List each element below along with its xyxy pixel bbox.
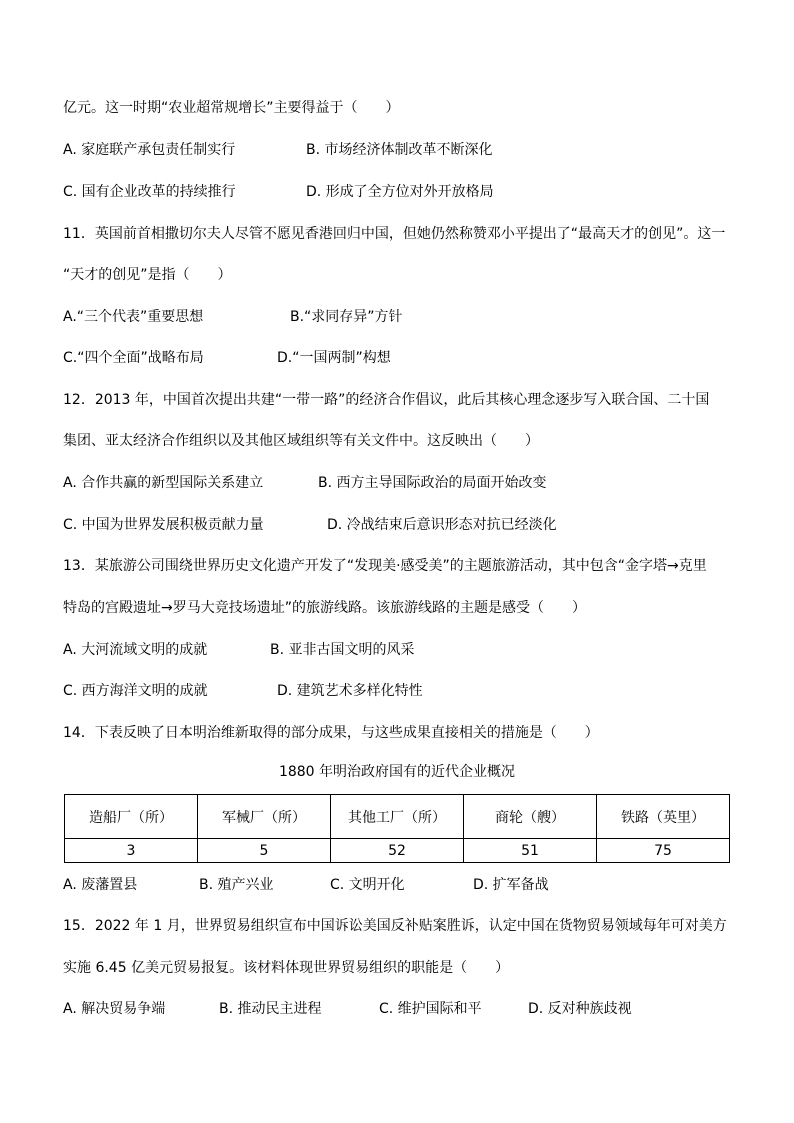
q15-stem-line2: 实施 6.45 亿美元贸易报复。该材料体现世界贸易组织的职能是（ ）: [63, 960, 510, 976]
q14-option-d[interactable]: D. 扩军备战: [473, 877, 549, 893]
q12-stem-line2: 集团、亚太经济合作组织以及其他区域组织等有关文件中。这反映出（ ）: [63, 433, 539, 449]
q14-option-c[interactable]: C. 文明开化: [330, 877, 405, 893]
table-row: [65, 839, 730, 863]
q14-option-a[interactable]: A. 废藩置县: [63, 877, 138, 893]
table-cell: 75: [597, 839, 730, 863]
q13-option-a[interactable]: A. 大河流域文明的成就: [63, 642, 208, 658]
enterprise-table: [64, 794, 730, 863]
q11-stem-line1: 11．英国前首相撒切尔夫人尽管不愿见香港回归中国，但她仍然称赞邓小平提出了“最高天才的创见”。这一: [63, 226, 726, 242]
q10-option-d[interactable]: D. 形成了全方位对外开放格局: [306, 184, 494, 200]
q11-option-c[interactable]: C.“四个全面”战略布局: [63, 350, 204, 366]
table-cell: 52: [331, 839, 464, 863]
table-header-row: [65, 795, 730, 839]
q10-option-b[interactable]: B. 市场经济体制改革不断深化: [306, 142, 493, 158]
q15-stem-line1: 15．2022 年 1 月，世界贸易组织宣布中国诉讼美国反补贴案胜诉，认定中国在货物贸易领域每年可对美方: [63, 918, 727, 934]
q12-option-d[interactable]: D. 冷战结束后意识形态对抗已经淡化: [327, 517, 557, 533]
q13-stem-line2: 特岛的宫殿遗址→罗马大竞技场遗址”的旅游线路。该旅游线路的主题是感受（ ）: [63, 600, 586, 616]
q12-option-b[interactable]: B. 西方主导国际政治的局面开始改变: [318, 475, 547, 491]
table-cell: 51: [464, 839, 597, 863]
table-header-cell: 其他工厂（所）: [331, 795, 464, 839]
q15-option-c[interactable]: C. 维护国际和平: [379, 1001, 482, 1017]
q10-option-a[interactable]: A. 家庭联产承包责任制实行: [63, 142, 236, 158]
table-header-cell: 商轮（艘）: [464, 795, 597, 839]
q12-option-a[interactable]: A. 合作共赢的新型国际关系建立: [63, 475, 264, 491]
q11-option-a[interactable]: A.“三个代表”重要思想: [63, 309, 204, 325]
table-header-cell: 造船厂（所）: [65, 795, 198, 839]
q11-option-d[interactable]: D.“一国两制”构想: [277, 350, 391, 366]
q11-stem-line2: “天才的创见”是指（ ）: [63, 267, 232, 283]
q14-stem: 14．下表反映了日本明治维新取得的部分成果，与这些成果直接相关的措施是（ ）: [63, 725, 599, 741]
q14-option-b[interactable]: B. 殖产兴业: [199, 877, 274, 893]
table-header-cell: 铁路（英里）: [597, 795, 730, 839]
q10-stem: 亿元。这一时期“农业超常规增长”主要得益于（ ）: [63, 100, 400, 116]
q12-stem-line1: 12．2013 年，中国首次提出共建“一带一路”的经济合作倡议，此后其核心理念逐步写入联合国、二十国: [63, 392, 710, 408]
q13-option-d[interactable]: D. 建筑艺术多样化特性: [277, 683, 423, 699]
table-header-cell: 军械厂（所）: [198, 795, 331, 839]
q11-option-b[interactable]: B.“求同存异”方针: [290, 309, 403, 325]
q12-option-c[interactable]: C. 中国为世界发展积极贡献力量: [63, 517, 264, 533]
table-cell: 5: [198, 839, 331, 863]
q13-option-b[interactable]: B. 亚非古国文明的风采: [270, 642, 415, 658]
q10-option-c[interactable]: C. 国有企业改革的持续推行: [63, 184, 236, 200]
q15-option-a[interactable]: A. 解决贸易争端: [63, 1001, 166, 1017]
q13-stem-line1: 13．某旅游公司围绕世界历史文化遗产开发了“发现美·感受美”的主题旅游活动，其中包含“金字塔→克里: [63, 558, 707, 574]
table-cell: 3: [65, 839, 198, 863]
q13-option-c[interactable]: C. 西方海洋文明的成就: [63, 683, 208, 699]
q15-option-d[interactable]: D. 反对种族歧视: [528, 1001, 632, 1017]
table-title: 1880 年明治政府国有的近代企业概况: [278, 764, 516, 780]
q15-option-b[interactable]: B. 推动民主进程: [219, 1001, 322, 1017]
